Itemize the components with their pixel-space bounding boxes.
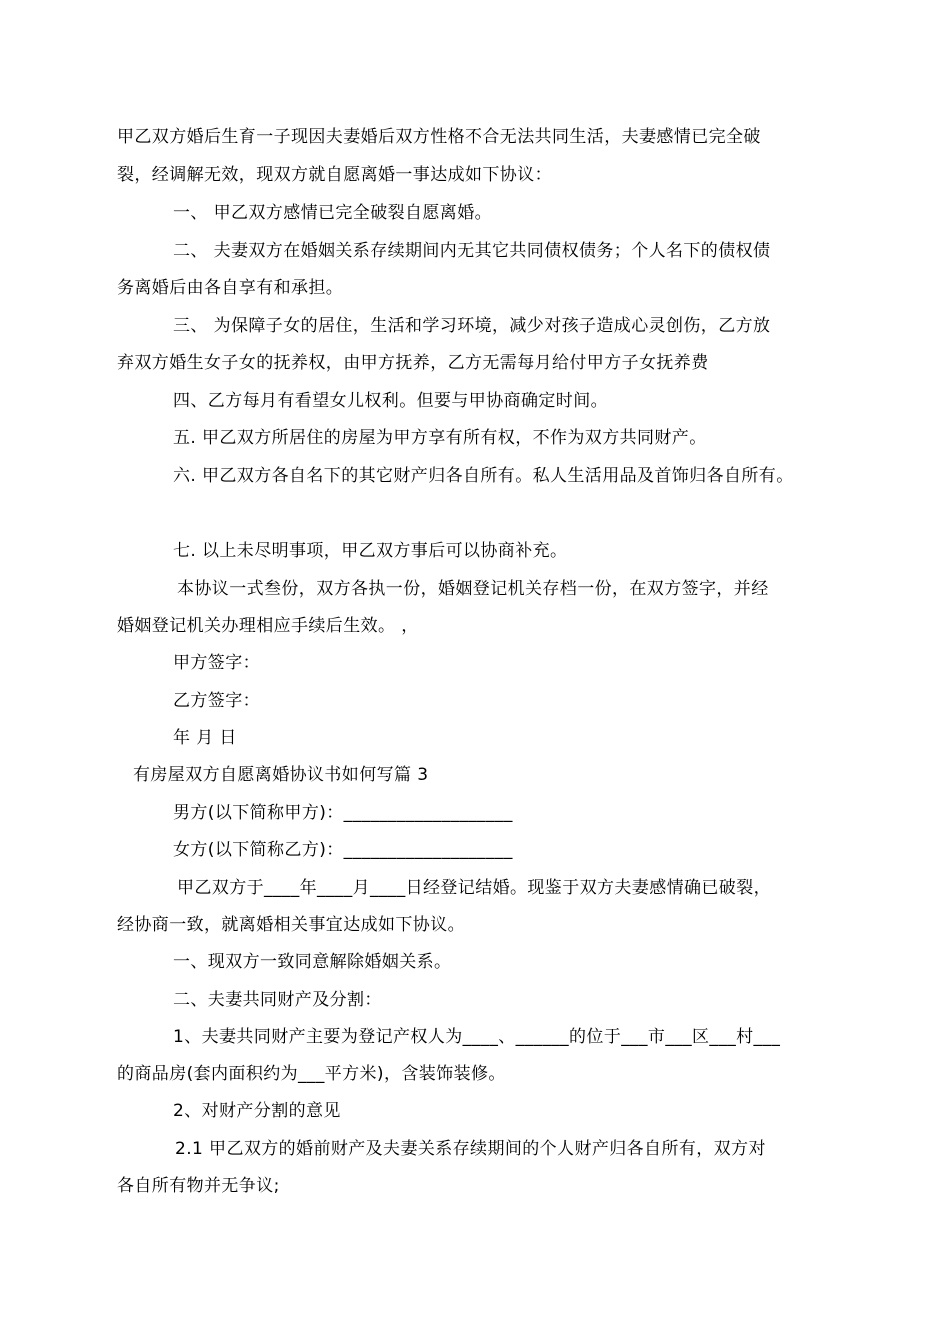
section-heading: 有房屋双方自愿离婚协议书如何写篇 3 — [133, 765, 429, 785]
clause-3: 三、 为保障子女的居住，生活和学习环境，减少对孩子造成心灵创伤，乙方放 — [173, 316, 771, 336]
clause-2: 二、 夫妻双方在婚姻关系存续期间内无其它共同债权债务；个人名下的债权债 — [173, 241, 771, 261]
paragraph-line: 弃双方婚生女子女的抚养权，由甲方抚养，乙方无需每月给付甲方子女抚养费 — [117, 353, 709, 373]
clause-5: 五. 甲乙双方所居住的房屋为甲方享有所有权，不作为双方共同财产。 — [173, 428, 707, 448]
clause-1: 一、现双方一致同意解除婚姻关系。 — [173, 952, 452, 972]
clause-7: 七. 以上未尽明事项，甲乙双方事后可以协商补充。 — [173, 541, 568, 561]
paragraph-line: 各自所有物并无争议; — [117, 1176, 280, 1196]
clause-1: 一、 甲乙双方感情已完全破裂自愿离婚。 — [173, 203, 493, 223]
paragraph-line: 的商品房(套内面积约为___平方米)，含装饰装修。 — [117, 1064, 506, 1084]
party-a-signature-label: 甲方签字： — [173, 653, 260, 673]
paragraph-line: 2.1 甲乙双方的婚前财产及夫妻关系存续期间的个人财产归各自所有，双方对 — [175, 1139, 766, 1159]
paragraph-line: 2、对财产分割的意见 — [173, 1101, 341, 1121]
clause-2: 二、夫妻共同财产及分割： — [173, 990, 382, 1010]
party-b-signature-label: 乙方签字： — [173, 691, 260, 711]
paragraph-line: 本协议一式叁份，双方各执一份，婚姻登记机关存档一份，在双方签字，并经 — [177, 579, 769, 599]
paragraph-line: 裂，经调解无效，现双方就自愿离婚一事达成如下协议： — [117, 165, 552, 185]
paragraph-line: 1、夫妻共同财产主要为登记产权人为____、______的位于___市___区___村___ — [173, 1027, 781, 1047]
clause-4: 四、乙方每月有看望女儿权利。但要与甲协商确定时间。 — [173, 391, 608, 411]
paragraph-line: 婚姻登记机关办理相应手续后生效。 ， — [117, 616, 419, 636]
date-label: 年 月 日 — [173, 728, 237, 748]
paragraph-line: 经协商一致，就离婚相关事宜达成如下协议。 — [117, 915, 465, 935]
clause-6: 六. 甲乙双方各自名下的其它财产归各自所有。私人生活用品及首饰归各自所有。 — [173, 466, 794, 486]
male-party-field: 男方(以下简称甲方)：___________________ — [173, 803, 513, 823]
paragraph-line: 务离婚后由各自享有和承担。 — [117, 278, 344, 298]
paragraph-line: 甲乙双方于____年____月____日经登记结婚。现鉴于双方夫妻感情确已破裂， — [177, 878, 771, 898]
female-party-field: 女方(以下简称乙方)：___________________ — [173, 840, 513, 860]
paragraph-line: 甲乙双方婚后生育一子现因夫妻婚后双方性格不合无法共同生活，夫妻感情已完全破 — [117, 127, 761, 147]
